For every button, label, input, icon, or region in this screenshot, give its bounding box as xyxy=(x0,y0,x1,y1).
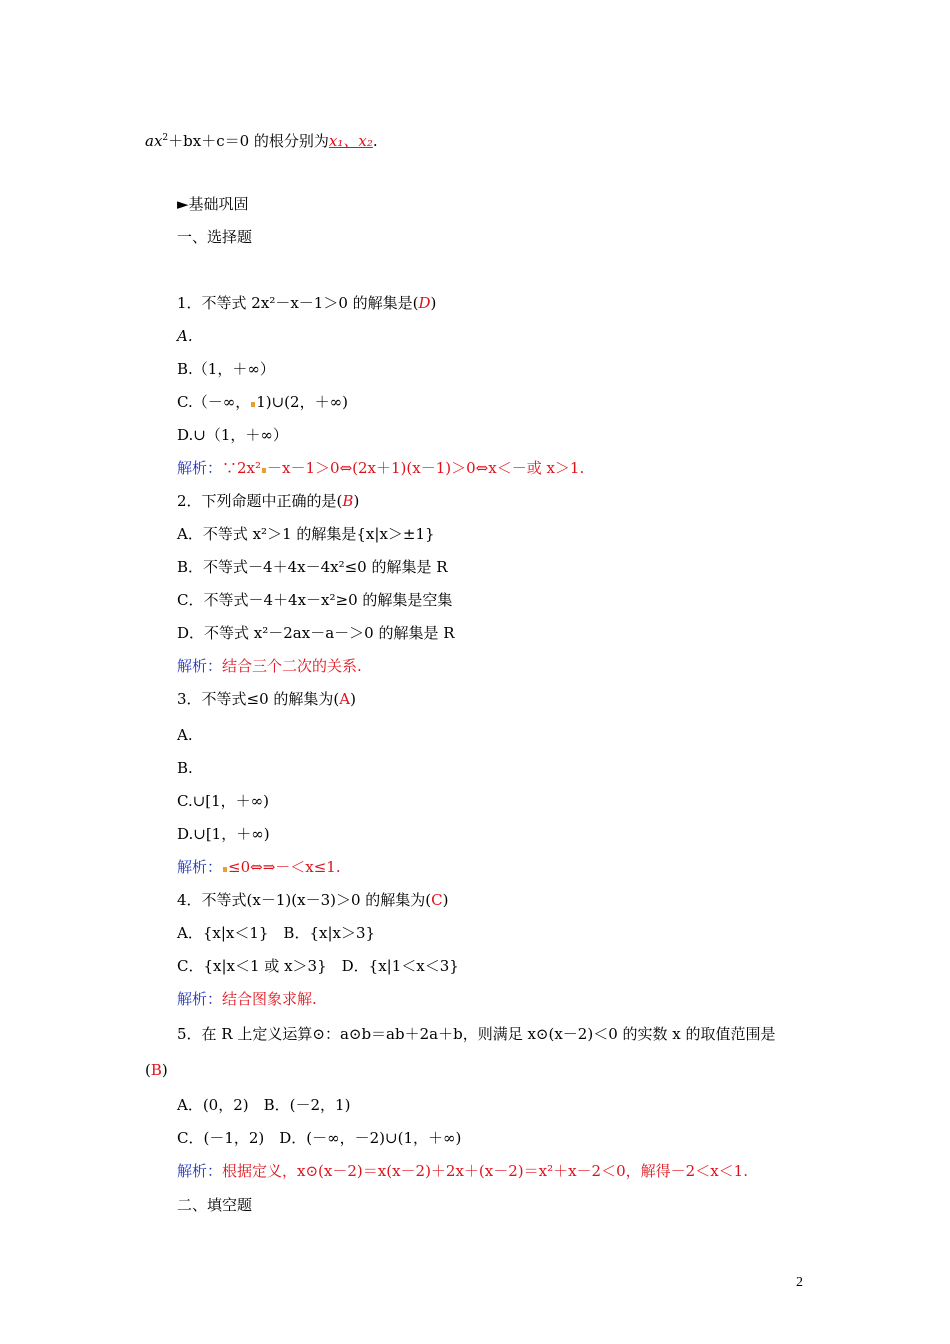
q1-solution-label: 解析： xyxy=(177,459,223,477)
q1-option-c-pre: C.（－∞， xyxy=(177,393,251,411)
subsection-fill: 二、填空题 xyxy=(177,1196,253,1214)
marker-dot xyxy=(251,402,255,407)
q1-answer: D xyxy=(418,294,431,312)
period: . xyxy=(372,132,378,150)
q3-option-a: A. xyxy=(177,726,193,744)
q5-stem: 5．在 R 上定义运算⊙：a⊙b＝ab＋2a＋b，则满足 x⊙(x－2)＜0 的实数 x 的取值范围是 xyxy=(177,1025,776,1043)
roots-answer: x₁、x₂ xyxy=(328,132,373,150)
section-heading: ►基础巩固 xyxy=(177,195,249,213)
marker-dot xyxy=(262,468,266,473)
q4-answer: C xyxy=(431,891,443,909)
q5-solution xyxy=(177,1161,748,1181)
q1-option-b: B.（1，＋∞） xyxy=(177,360,275,378)
q2-solution xyxy=(177,656,362,676)
q5-options-ab: A．(0，2) B．(－2，1) xyxy=(177,1096,351,1114)
q5-answer: B xyxy=(150,1061,162,1079)
q3-option-c: C.∪[1，＋∞) xyxy=(177,792,270,810)
q3-solution-text: ≤0⇔⇒－＜x≤1. xyxy=(228,858,341,876)
q1-option-a: A. xyxy=(177,327,193,345)
q3-stem xyxy=(177,689,356,709)
q1-close: ) xyxy=(430,294,437,312)
q4-solution-text: 结合图象求解. xyxy=(222,990,317,1008)
q2-option-c: C．不等式－4＋4x－x²≥0 的解集是空集 xyxy=(177,591,453,609)
q1-stem xyxy=(177,293,436,313)
q4-solution-label: 解析： xyxy=(177,990,223,1008)
q3-stem-text: 3．不等式≤0 的解集为( xyxy=(177,690,340,708)
q5-close: ) xyxy=(161,1061,168,1079)
subsection-choice: 一、选择题 xyxy=(177,228,253,246)
q1-option-d: D.∪（1，＋∞） xyxy=(177,426,288,444)
q5-answer-line xyxy=(145,1060,168,1080)
q4-close: ) xyxy=(442,891,449,909)
q2-answer: B xyxy=(342,492,354,510)
q5-solution-text: 根据定义，x⊙(x－2)＝x(x－2)＋2x＋(x－2)＝x²＋x－2＜0，解得－2＜x＜1. xyxy=(222,1162,748,1180)
q2-stem xyxy=(177,491,359,511)
marker-dot xyxy=(223,867,227,872)
q4-options-ab: A．{x|x＜1} B．{x|x＞3} xyxy=(177,924,376,942)
q4-stem xyxy=(177,890,448,910)
q3-option-d: D.∪[1，＋∞) xyxy=(177,825,270,843)
q2-option-d: D．不等式 x²－2ax－a－＞0 的解集是 R xyxy=(177,624,455,642)
q2-solution-text: 结合三个二次的关系. xyxy=(222,657,362,675)
q1-stem-text: 1．不等式 2x²－x－1＞0 的解集是( xyxy=(177,294,419,312)
page-number: 2 xyxy=(796,1275,803,1290)
q5-solution-label: 解析： xyxy=(177,1162,223,1180)
q2-option-a: A．不等式 x²＞1 的解集是{x|x＞±1} xyxy=(177,525,435,543)
q1-solution-a: ∵2x² xyxy=(222,459,262,477)
q2-solution-label: 解析： xyxy=(177,657,223,675)
q5-open: ( xyxy=(145,1061,151,1079)
q3-solution-label: 解析： xyxy=(177,858,223,876)
q4-solution xyxy=(177,989,317,1009)
q3-close: ) xyxy=(350,690,356,708)
equation-start: ax xyxy=(145,132,163,150)
q2-stem-text: 2．下列命题中正确的是( xyxy=(177,492,343,510)
q1-option-c xyxy=(177,392,348,412)
q3-solution xyxy=(177,857,341,877)
q4-options-cd: C．{x|x＜1 或 x＞3} D．{x|1＜x＜3} xyxy=(177,957,459,975)
q5-options-cd: C．(－1，2) D．(－∞，－2)∪(1，＋∞) xyxy=(177,1129,462,1147)
q4-stem-text: 4．不等式(x－1)(x－3)＞0 的解集为( xyxy=(177,891,432,909)
q3-option-b: B. xyxy=(177,759,193,777)
q2-option-b: B．不等式－4＋4x－4x²≤0 的解集是 R xyxy=(177,558,448,576)
q1-solution xyxy=(177,458,584,478)
q2-close: ) xyxy=(353,492,360,510)
q3-answer: A xyxy=(339,690,351,708)
q1-solution-b: －x－1＞0⇔(2x＋1)(x－1)＞0⇔x＜－或 x＞1. xyxy=(267,459,585,477)
equation-text: ＋bx＋c＝0 的根分别为 xyxy=(168,132,329,150)
intro-line: $ax^2+bx+c=0$ 的根分别为x₁、x₂. xyxy=(145,132,378,150)
q1-option-c-post: 1)∪(2，＋∞) xyxy=(256,393,348,411)
